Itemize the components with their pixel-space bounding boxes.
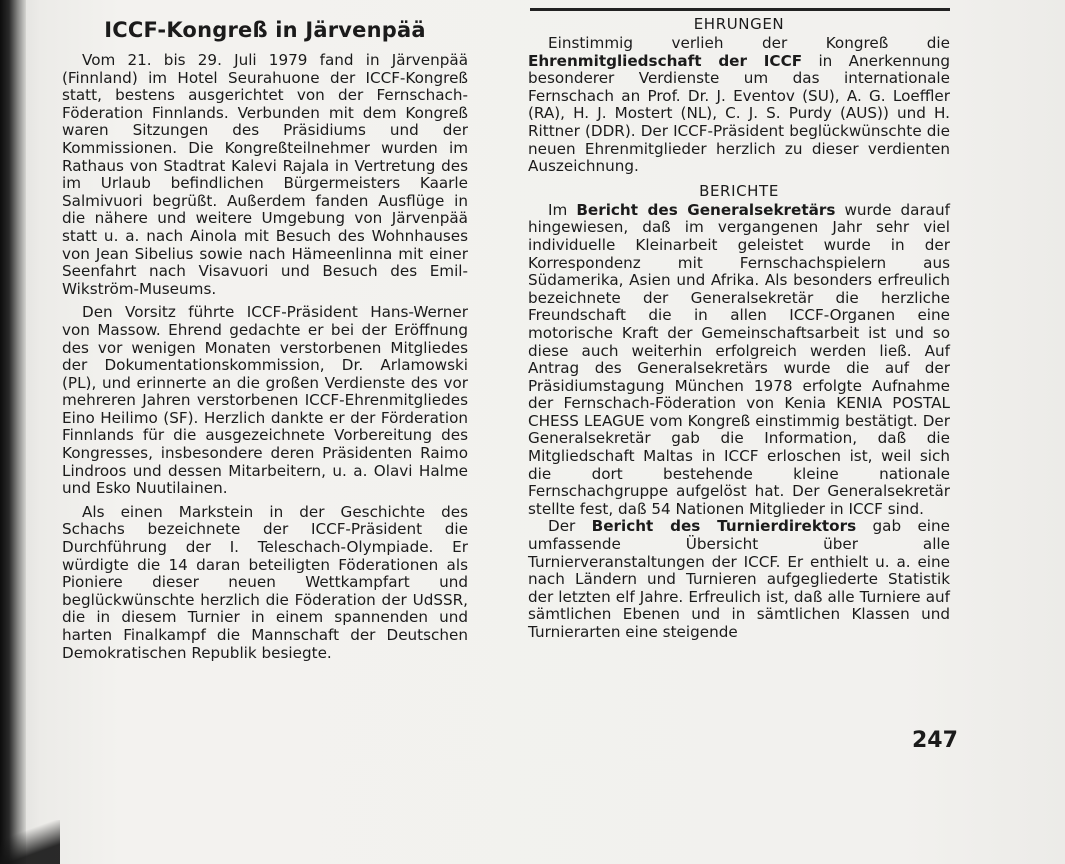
right-column (528, 8, 950, 642)
book-binding-shadow (0, 0, 26, 864)
paragraph-turnierdirektor (528, 518, 950, 641)
text-run: in Anerkennung besonderer Verdienste um das internationale Fernschach an Prof. Dr. J. Eventov (SU), A. G. Loeffler (RA), H. J. Mostert (NL), C. J. S. Purdy (AUS)) und H. Rittner (DDR). Der ICCF-Präsident beglückwünschte die neuen Ehrenmitglieder herzlich zu dieser verdienten Auszeichnung. (528, 51, 950, 176)
text-run: Im (548, 200, 577, 219)
text-run: wurde darauf hingewiesen, daß im vergangenen Jahr sehr viel individuelle Kleinarbeit geleistet wurde in der Korrespondenz mit Fernschachspielern aus Südamerika, Asien und Afrika. Als besonders erfreulich bezeichnete der Generalsekretär die herzliche Freundschaft die in allen ICCF-Organen eine motorische Kraft der Gemeinschaftsarbeit ist und so diese auch weiterhin erfolgreich werden ließ. Auf Antrag des Generalsekretärs wurde die auf der Präsidiumstagung München 1978 erfolgte Aufnahme der Fernschach-Föderation von Kenia KENIA POSTAL CHESS LEAGUE vom Kongreß einstimmig bestätigt. Der Generalsekretär gab die Information, daß die Mitgliedschaft Maltas in ICCF erloschen ist, weil sich die dort bestehende kleine nationale Fernschachgruppe aufgelöst hat. Der Generalsekretär stellte fest, daß 54 Nationen Mitglieder in ICCF sind. (528, 200, 950, 518)
text-run: Einstimmig verlieh der Kongreß die (548, 34, 950, 52)
section-heading-ehrungen: EHRUNGEN (693, 15, 785, 33)
section-heading-berichte: BERICHTE (699, 181, 779, 200)
binding-corner-shadow (0, 820, 60, 864)
paragraph-intro: Vom 21. bis 29. Juli 1979 fand in Järvenpää (Finnland) im Hotel Seurahuone der ICCF-Kongreß statt, bestens ausgerichtet von der Fernschach-Föderation Finnlands. Verbunden mit dem Kongreß waren Sitzungen des Präsidiums und der Kommissionen. Die Kongreßteilnehmer wurden im Rathaus von Stadtrat Kalevi Rajala in Vertretung des im Urlaub befindlichen Bürgermeisters Kaarle Salmivuori begrüßt. Außerdem fanden Ausflüge in die nähere und weitere Umgebung von Järvenpää statt u. a. nach Ainola mit Besuch des Wohnhauses von Jean Sibelius sowie nach Hämeenlinna mit einer Seenfahrt nach Visavuori und Besuch des Emil-Wikström-Museums. (62, 51, 468, 298)
text-run: gab eine umfassende Übersicht über alle Turnierveranstaltungen der ICCF. Er enthielt u. a. eine nach Ländern und Turnieren aufgegliederte Statistik der letzten elf Jahre. Erfreulich ist, daß alle Turniere auf sämtlichen Ebenen und in sämtlichen Klassen und Turnierarten eine steigende (528, 517, 950, 641)
paragraph-olympiad: Als einen Markstein in der Geschichte des Schachs bezeichnete der ICCF-Präsident die Durchführung der I. Teleschach-Olympiade. Er würdigte die 14 daran beteiligten Föderationen als Pioniere dieser neuen Wettkampfart und beglückwünschte herzlich die Föderation der UdSSR, die in diesem Turnier in einem spannenden und harten Finalkampf die Mannschaft der Deutschen Demokratischen Republik besiegte. (62, 502, 468, 662)
page-number: 247 (912, 728, 958, 753)
bold-run: Bericht des Generalsekretärs (576, 200, 836, 219)
bold-run: Bericht des Turnierdirektors (591, 517, 857, 536)
left-column (62, 18, 468, 662)
paragraph-ehrungen (528, 35, 950, 176)
text-run: Der (548, 517, 592, 536)
bold-run: Ehrenmitgliedschaft der ICCF (528, 51, 803, 70)
paragraph-generalsekretaer (528, 202, 950, 519)
top-rule (530, 8, 950, 11)
article-title: ICCF-Kongreß in Järvenpää (104, 18, 426, 42)
paragraph-chair: Den Vorsitz führte ICCF-Präsident Hans-Werner von Massow. Ehrend gedachte er bei der Eröffnung des vor wenigen Monaten verstorbenen Mitgliedes der Dokumentationskommission, Dr. Arlamowski (PL), und erinnerte an die großen Verdienste des vor mehreren Jahren verstorbenen ICCF-Ehrenmitgliedes Eino Heilimo (SF). Herzlich dankte er der Förderation Finnlands für die ausgezeichnete Vorbereitung des Kongresses, insbesondere deren Präsidenten Raimo Lindroos und dessen Mitarbeitern, u. a. Olavi Halme und Esko Nuutilainen. (62, 303, 468, 498)
